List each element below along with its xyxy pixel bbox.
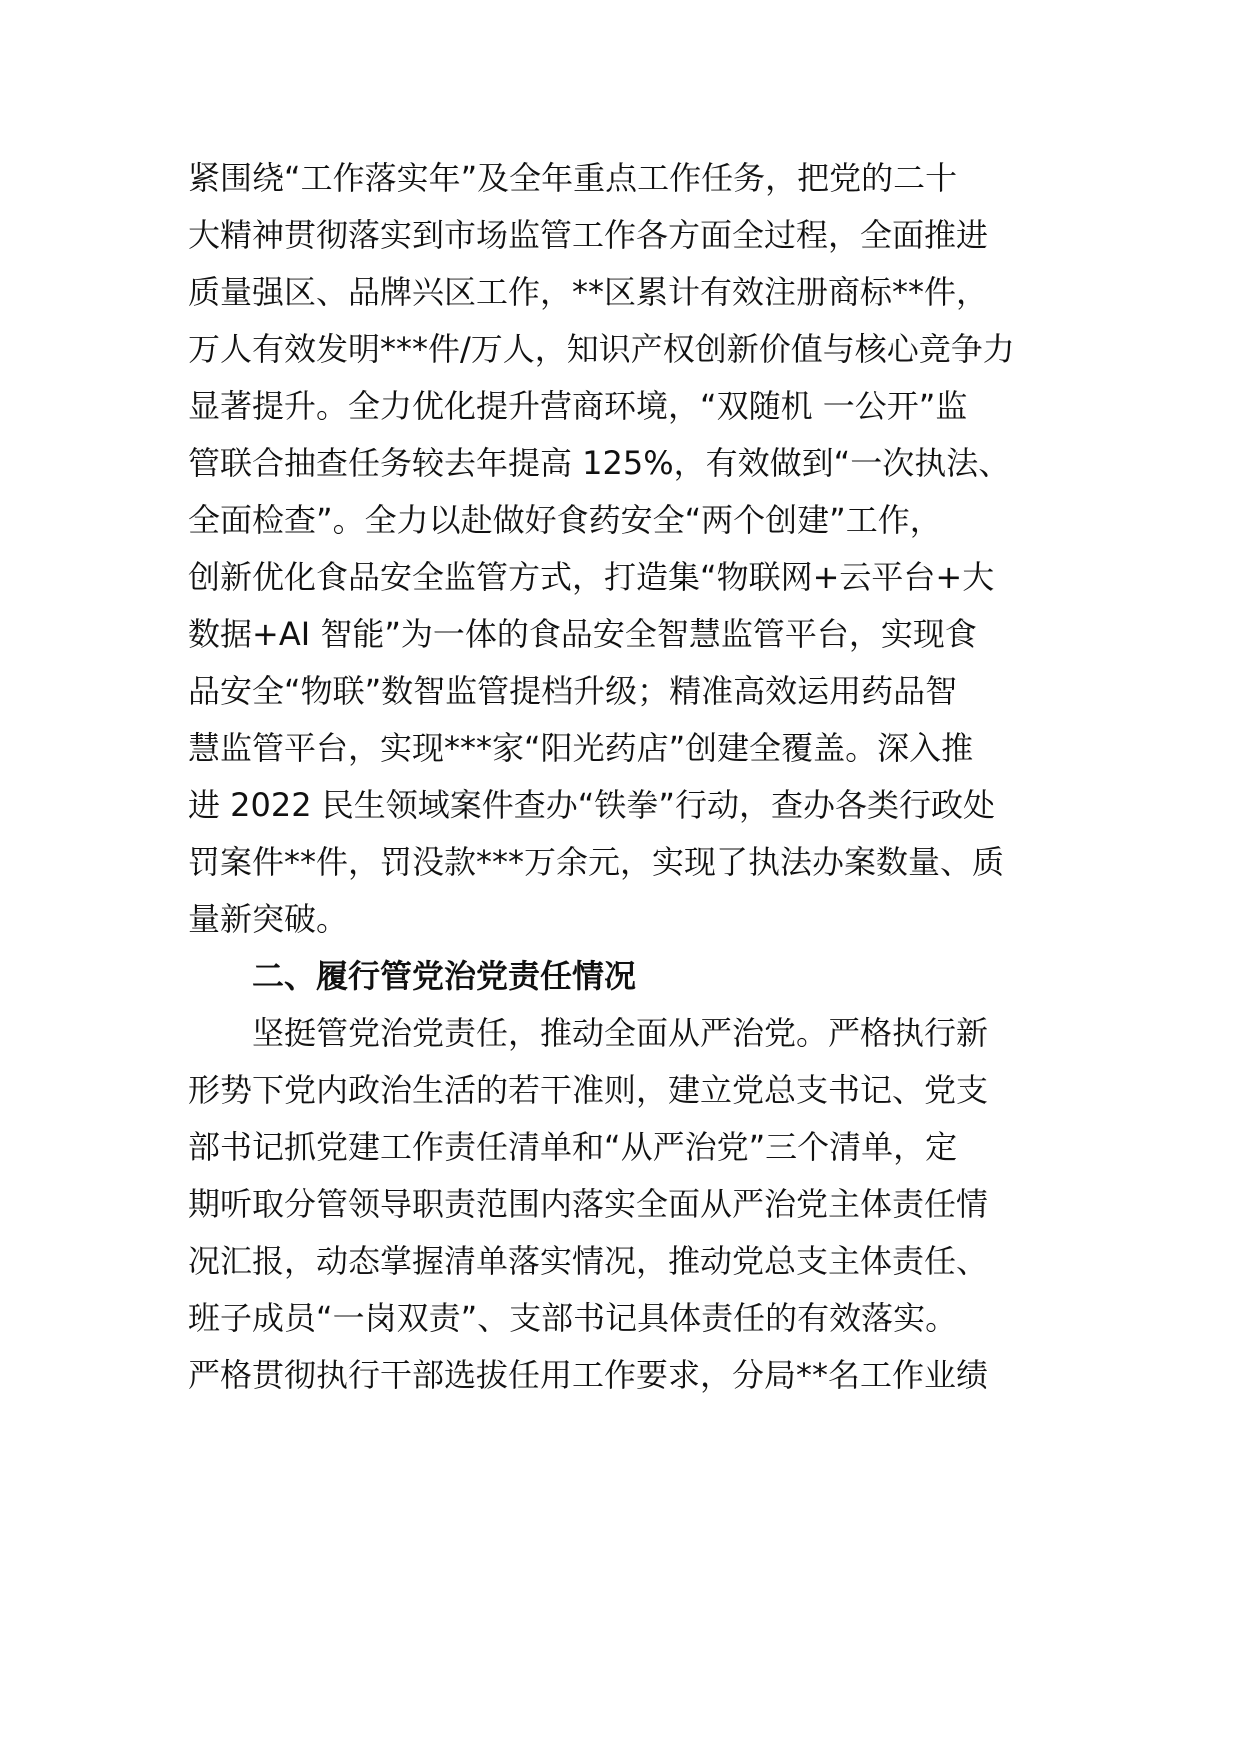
paragraph-line: 坚挺管党治党责任，推动全面从严治党。严格执行新	[252, 1014, 989, 1052]
paragraph-line: 万人有效发明***件/万人，知识产权创新价值与核心竞争力	[188, 330, 1015, 368]
paragraph-line: 慧监管平台，实现***家“阳光药店”创建全覆盖。深入推	[188, 729, 974, 767]
section-heading: 二、履行管党治党责任情况	[252, 957, 637, 995]
paragraph-line: 班子成员“一岗双责”、支部书记具体责任的有效落实。	[188, 1299, 958, 1337]
paragraph-line: 部书记抓党建工作责任清单和“从严治党”三个清单，定	[188, 1128, 958, 1166]
paragraph-line: 管联合抽查任务较去年提高 125%，有效做到“一次执法、	[188, 444, 1011, 482]
paragraph-line: 大精神贯彻落实到市场监管工作各方面全过程，全面推进	[188, 216, 989, 254]
paragraph-line: 形势下党内政治生活的若干准则，建立党总支书记、党支	[188, 1071, 989, 1109]
paragraph-line: 罚案件**件，罚没款***万余元，实现了执法办案数量、质	[188, 843, 1005, 881]
paragraph-line: 紧围绕“工作落实年”及全年重点工作任务，把党的二十	[188, 159, 958, 197]
paragraph-line: 质量强区、品牌兴区工作，**区累计有效注册商标**件，	[188, 273, 989, 311]
paragraph-line: 量新突破。	[188, 900, 349, 938]
paragraph-line: 全面检查”。全力以赴做好食药安全“两个创建”工作，	[188, 501, 942, 539]
paragraph-line: 况汇报，动态掌握清单落实情况，推动党总支主体责任、	[188, 1242, 989, 1280]
paragraph-line: 数据+AI 智能”为一体的食品安全智慧监管平台，实现食	[188, 615, 977, 653]
paragraph-line: 进 2022 民生领域案件查办“铁拳”行动，查办各类行政处	[188, 786, 995, 824]
paragraph-line: 严格贯彻执行干部选拔任用工作要求，分局**名工作业绩	[188, 1356, 989, 1394]
paragraph-line: 品安全“物联”数智监管提档升级；精准高效运用药品智	[188, 672, 958, 710]
paragraph-line: 创新优化食品安全监管方式，打造集“物联网+云平台+大	[188, 558, 995, 596]
paragraph-line: 期听取分管领导职责范围内落实全面从严治党主体责任情	[188, 1185, 989, 1223]
paragraph-line: 显著提升。全力优化提升营商环境，“双随机 一公开”监	[188, 387, 968, 425]
